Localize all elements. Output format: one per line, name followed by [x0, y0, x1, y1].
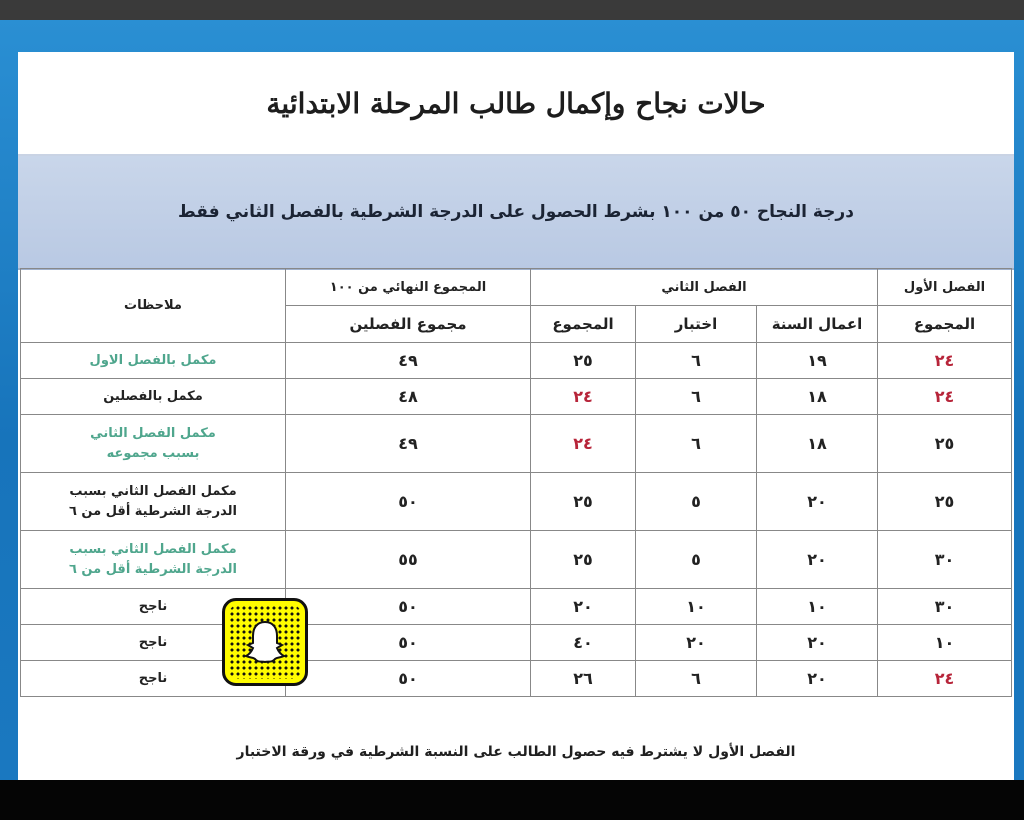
note-line: الدرجة الشرطية أقل من ٦ [68, 503, 238, 519]
note-line: مكمل الفصل الثاني [90, 425, 216, 441]
year-work-cell: ١٨ [757, 379, 878, 415]
second-total-cell: ٢٦ [531, 661, 636, 697]
header-first-total: المجموع [878, 306, 1012, 343]
year-work-cell: ٢٠ [757, 473, 878, 531]
note-cell [21, 531, 286, 589]
year-work-cell: ١٩ [757, 343, 878, 379]
first-total-cell: ٣٠ [878, 531, 1012, 589]
header-final-total: المجموع النهائي من ١٠٠ [286, 269, 531, 306]
header-notes: ملاحظات [21, 269, 286, 343]
note-line: ناجح [138, 670, 168, 686]
header-first-term: الفصل الأول [878, 269, 1012, 306]
header-second-term: الفصل الثاني [531, 269, 878, 306]
year-work-cell: ٢٠ [757, 531, 878, 589]
exam-cell: ٦ [636, 379, 757, 415]
table-row [21, 343, 1012, 379]
final-total-cell: ٤٩ [286, 415, 531, 473]
final-total-cell: ٤٩ [286, 343, 531, 379]
top-window-strip [0, 0, 1024, 20]
table-row [21, 589, 1012, 625]
year-work-cell: ٢٠ [757, 625, 878, 661]
footer-note: الفصل الأول لا يشترط فيه حصول الطالب على النسبة الشرطية في ورقة الاختبار [236, 744, 796, 760]
note-cell [21, 343, 286, 379]
snapchat-ghost-icon [245, 619, 285, 665]
note-line: مكمل بالفصل الاول [89, 352, 217, 368]
second-total-cell: ٢٤ [531, 379, 636, 415]
pass-condition-banner [18, 156, 1014, 270]
exam-cell: ٥ [636, 473, 757, 531]
first-total-cell: ٢٤ [878, 343, 1012, 379]
final-total-cell: ٥٠ [286, 473, 531, 531]
table-row [21, 531, 1012, 589]
exam-cell: ٢٠ [636, 625, 757, 661]
table-row [21, 661, 1012, 697]
exam-cell: ٦ [636, 343, 757, 379]
first-total-cell: ٣٠ [878, 589, 1012, 625]
note-cell [21, 379, 286, 415]
note-line: الدرجة الشرطية أقل من ٦ [68, 561, 238, 577]
final-total-cell: ٤٨ [286, 379, 531, 415]
year-work-cell: ١٨ [757, 415, 878, 473]
first-total-cell: ٢٤ [878, 379, 1012, 415]
exam-cell: ١٠ [636, 589, 757, 625]
header-second-total: المجموع [531, 306, 636, 343]
table-row [21, 379, 1012, 415]
header-exam: اختبار [636, 306, 757, 343]
note-line: مكمل الفصل الثاني بسبب [69, 483, 237, 499]
exam-cell: ٥ [636, 531, 757, 589]
final-total-cell: ٥٠ [286, 625, 531, 661]
table-row [21, 625, 1012, 661]
header-both-terms-total: مجموع الفصلين [286, 306, 531, 343]
second-total-cell: ٢٥ [531, 343, 636, 379]
table-row [21, 473, 1012, 531]
first-total-cell: ٢٤ [878, 661, 1012, 697]
exam-cell: ٦ [636, 661, 757, 697]
note-cell [21, 473, 286, 531]
first-total-cell: ١٠ [878, 625, 1012, 661]
document-sheet [18, 52, 1014, 780]
bottom-bar [0, 780, 1024, 820]
note-line: ناجح [138, 598, 168, 614]
note-line: بسبب مجموعه [106, 445, 200, 461]
final-total-cell: ٥٥ [286, 531, 531, 589]
second-total-cell: ٢٠ [531, 589, 636, 625]
second-total-cell: ٢٥ [531, 531, 636, 589]
first-total-cell: ٢٥ [878, 415, 1012, 473]
title-area [18, 52, 1014, 156]
note-line: مكمل الفصل الثاني بسبب [69, 541, 237, 557]
snapcode-badge [222, 598, 308, 686]
exam-cell: ٦ [636, 415, 757, 473]
page-title: حالات نجاح وإكمال طالب المرحلة الابتدائية [266, 86, 766, 120]
second-total-cell: ٢٥ [531, 473, 636, 531]
year-work-cell: ١٠ [757, 589, 878, 625]
banner-text: درجة النجاح ٥٠ من ١٠٠ بشرط الحصول على الدرجة الشرطية بالفصل الثاني فقط [178, 202, 854, 222]
grades-table [20, 268, 1012, 697]
final-total-cell: ٥٠ [286, 589, 531, 625]
header-row-1 [21, 269, 1012, 306]
second-total-cell: ٤٠ [531, 625, 636, 661]
final-total-cell: ٥٠ [286, 661, 531, 697]
year-work-cell: ٢٠ [757, 661, 878, 697]
note-line: مكمل بالفصلين [103, 388, 203, 404]
second-total-cell: ٢٤ [531, 415, 636, 473]
note-line: ناجح [138, 634, 168, 650]
note-cell [21, 415, 286, 473]
table-row [21, 415, 1012, 473]
first-total-cell: ٢٥ [878, 473, 1012, 531]
header-year-work: اعمال السنة [757, 306, 878, 343]
